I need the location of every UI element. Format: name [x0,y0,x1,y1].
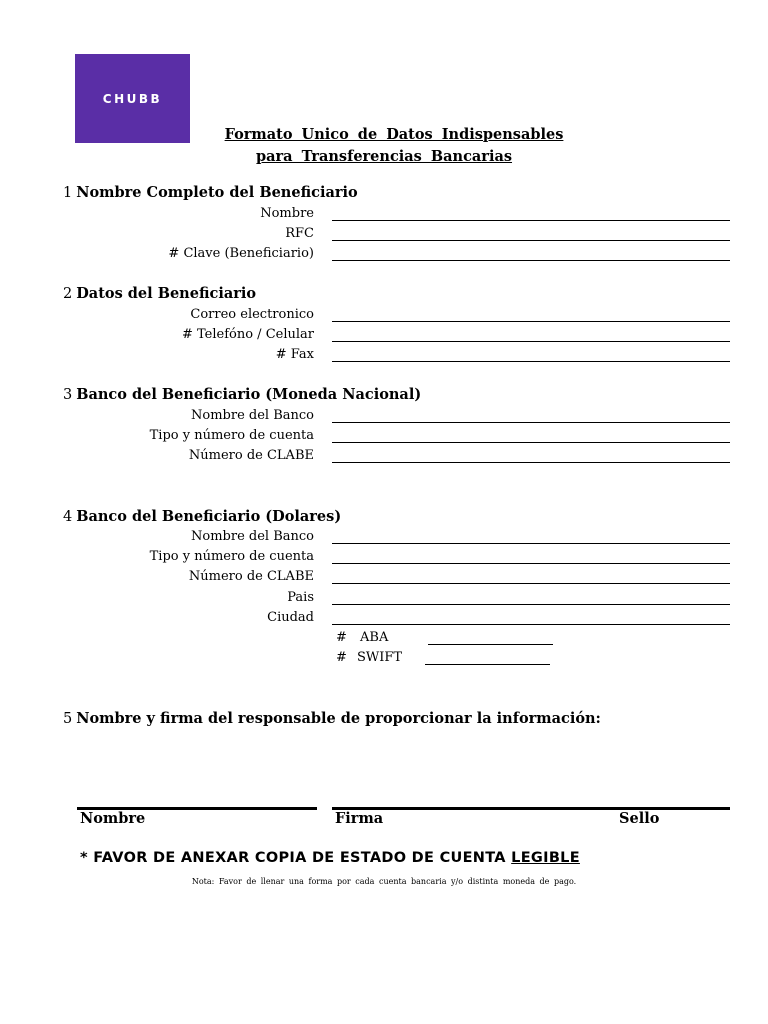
field-fax[interactable] [0,347,768,367]
field-label: # Telefóno / Celular [181,327,314,342]
input-line[interactable] [332,604,730,605]
field-rfc[interactable] [0,226,768,246]
input-line[interactable] [332,624,730,625]
nota-footnote: Nota: Favor de llenar una forma por cada cuenta bancaria y/o distinta moneda de pago. [191,877,577,886]
section-3-heading: 3 Banco del Beneficiario (Moneda Nacional) [63,386,422,403]
aba-label: ABA [360,630,389,645]
field-label: Tipo y número de cuenta [149,428,314,443]
field-label: # Fax [275,347,314,362]
input-line[interactable] [332,583,730,584]
input-line[interactable] [332,341,730,342]
title-line-1: Formato Unico de Datos Indispensables [224,126,564,143]
input-line[interactable] [332,422,730,423]
input-line[interactable] [332,240,730,241]
field-label: Nombre [260,206,314,221]
firma-signature-line[interactable] [332,807,730,810]
field-pais[interactable] [0,590,768,610]
input-line[interactable] [332,442,730,443]
nombre-label: Nombre [80,810,146,827]
title-line-2: para Transferencias Bancarias [255,148,513,165]
favor-notice: * FAVOR DE ANEXAR COPIA DE ESTADO DE CUENTA LEGIBLE [80,850,580,866]
section-4-heading: 4 Banco del Beneficiario (Dolares) [63,508,342,525]
field-clave[interactable] [0,246,768,266]
input-line[interactable] [332,563,730,564]
field-label: # Clave (Beneficiario) [168,246,314,261]
input-line[interactable] [332,321,730,322]
form-title [0,124,768,168]
field-label: Número de CLABE [188,569,314,584]
input-line[interactable] [332,260,730,261]
field-label: Nombre del Banco [191,529,314,544]
field-correo[interactable] [0,307,768,327]
field-banco-usd[interactable] [0,529,768,549]
field-cuenta-usd[interactable] [0,549,768,569]
field-label: Ciudad [267,610,314,625]
aba-hash: # [336,630,347,645]
section-5-heading: 5 Nombre y firma del responsable de proporcionar la información: [63,710,601,727]
swift-input-line[interactable] [425,664,550,665]
logo-text: CHUBB [102,91,163,106]
field-telefono[interactable] [0,327,768,347]
swift-hash: # [336,650,347,665]
field-label: Pais [287,590,314,605]
field-ciudad[interactable] [0,610,768,630]
field-label: Tipo y número de cuenta [149,549,314,564]
input-line[interactable] [332,543,730,544]
section-1-heading: 1 Nombre Completo del Beneficiario [63,184,358,201]
field-banco-mn[interactable] [0,408,768,428]
sello-label: Sello [619,810,660,827]
input-line[interactable] [332,361,730,362]
field-cuenta-mn[interactable] [0,428,768,448]
input-line[interactable] [332,220,730,221]
aba-input-line[interactable] [428,644,553,645]
legible-emphasis: LEGIBLE [511,850,580,866]
field-label: Correo electronico [190,307,314,322]
field-clabe-mn[interactable] [0,448,768,468]
field-label: Número de CLABE [188,448,314,463]
field-label: RFC [285,226,314,241]
input-line[interactable] [332,462,730,463]
field-label: Nombre del Banco [191,408,314,423]
field-clabe-usd[interactable] [0,569,768,589]
field-nombre[interactable] [0,206,768,226]
firma-label: Firma [335,810,384,827]
swift-label: SWIFT [357,650,403,665]
section-2-heading: 2 Datos del Beneficiario [63,285,257,302]
